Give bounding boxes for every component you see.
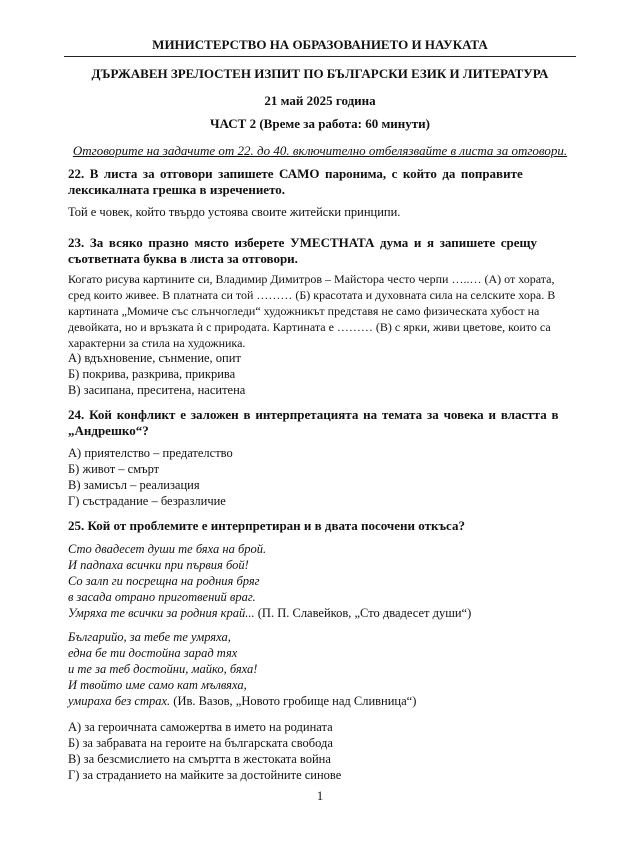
question-23-text: [68, 271, 572, 351]
question-22-prompt-line: лексикалната грешка в изречението.: [68, 182, 286, 197]
excerpt-2: [68, 629, 572, 709]
excerpt-1-line: Со залп ги посрещна на родния бряг: [68, 574, 260, 588]
option-b[interactable]: Б) живот – смърт: [68, 462, 160, 476]
excerpt-1-line: И падnаха всички при първия бой!: [68, 558, 249, 572]
excerpt-1-line: Сто двадесет души те бяха на брой.: [68, 542, 267, 556]
excerpt-2-line: И твойто име само кат мълвяха,: [68, 678, 247, 692]
option-c[interactable]: В) засипана, преситена, наситена: [68, 383, 246, 397]
header-rule: [64, 56, 576, 57]
option-c[interactable]: В) за безсмислието на смъртта в жестоката война: [68, 752, 331, 766]
excerpt-1-line: Умряха те всички за родния край...: [68, 606, 255, 620]
excerpt-2-line: и те за теб достойни, майко, бяха!: [68, 662, 258, 676]
excerpt-2-source: (Ив. Вазов, „Новото гробище над Сливница“): [173, 694, 417, 708]
option-d[interactable]: Г) състрадание – безразличие: [68, 494, 226, 508]
question-25-options: [68, 719, 572, 783]
exam-date: 21 май 2025 година: [264, 93, 376, 108]
question-25-prompt-line: 25. Кой от проблемите е интерпретиран и в двата посочени откъса?: [68, 518, 465, 533]
ministry-title: МИНИСТЕРСТВО НА ОБРАЗОВАНИЕТО И НАУКАТА: [152, 37, 488, 52]
question-23-text-line: девойката, но и връзката ѝ с природата. Картината е ……… (В) с ярки, живи цветове, които са: [68, 320, 551, 334]
question-25-prompt: [68, 518, 572, 534]
question-23-text-line: сред които живее. В платната си той ……… (Б) красотата и духовната сила на селските хора. В: [68, 288, 556, 302]
option-a[interactable]: А) вдъхновение, сънмение, опит: [68, 351, 241, 365]
question-23-options: [68, 350, 572, 398]
option-a[interactable]: А) приятелство – предателство: [68, 446, 233, 460]
instructions: Отговорите на задачите от 22. до 40. включително отбелязвайте в листа за отговори.: [72, 143, 568, 158]
excerpt-1-line: в засада отрано приготвений враг.: [68, 590, 256, 604]
option-b[interactable]: Б) за забравата на героите на българската свобода: [68, 736, 333, 750]
option-d[interactable]: Г) за страданието на майките за достойните синове: [68, 768, 342, 782]
question-24-prompt: [68, 407, 572, 439]
option-c[interactable]: В) замисъл – реализация: [68, 478, 200, 492]
option-b[interactable]: Б) покрива, разкрива, прикрива: [68, 367, 236, 381]
option-a[interactable]: А) за героичната саможертва в името на родината: [68, 720, 333, 734]
question-24-prompt-line: „Андрешко“?: [68, 423, 149, 438]
question-22-prompt: [68, 166, 572, 198]
exam-title: ДЪРЖАВЕН ЗРЕЛОСТЕН ИЗПИТ ПО БЪЛГАРСКИ ЕЗИК И ЛИТЕРАТУРА: [91, 66, 549, 81]
question-24-options: [68, 445, 572, 509]
question-23-text-line: картината „Момиче със слънчогледи“ художникът представя не само физическата хубост на: [68, 304, 540, 318]
excerpt-1: [68, 541, 572, 621]
question-23-prompt-line: съответната буква в листа за отговори.: [68, 251, 298, 266]
excerpt-2-line: една бе ти достойна зарад тях: [68, 646, 238, 660]
question-23-prompt: [68, 235, 572, 267]
excerpt-2-last-line: [68, 693, 572, 709]
question-22-sentence-line: Той е човек, който твърдо устоява своите житейски принципи.: [68, 205, 401, 219]
excerpt-2-line: умираха без страх.: [68, 694, 171, 708]
excerpt-1-last-line: [68, 605, 572, 621]
question-23-prompt-line: 23. За всяко празно място изберете УМЕСТНАТА дума и я запишете срещу: [68, 235, 538, 250]
question-22-prompt-line: 22. В листа за отговори запишете САМО паронима, с който да поправите: [68, 166, 523, 181]
excerpt-2-line: Българийо, за тебе те умряха,: [68, 630, 231, 644]
question-22-sentence: [68, 204, 572, 220]
question-24-prompt-line: 24. Кой конфликт е заложен в интерпретацията на темата за човека и властта в: [68, 407, 559, 422]
question-23-text-line: характерни за стила на художника.: [68, 336, 246, 350]
exam-part: ЧАСТ 2 (Време за работа: 60 минути): [210, 116, 430, 131]
page-number: 1: [316, 789, 324, 803]
excerpt-1-source: (П. П. Славейков, „Сто двадесет души“): [257, 606, 472, 620]
question-23-text-line: Когато рисува картините си, Владимир Димитров – Майстора често черпи …..… (А) от хората,: [68, 272, 555, 286]
